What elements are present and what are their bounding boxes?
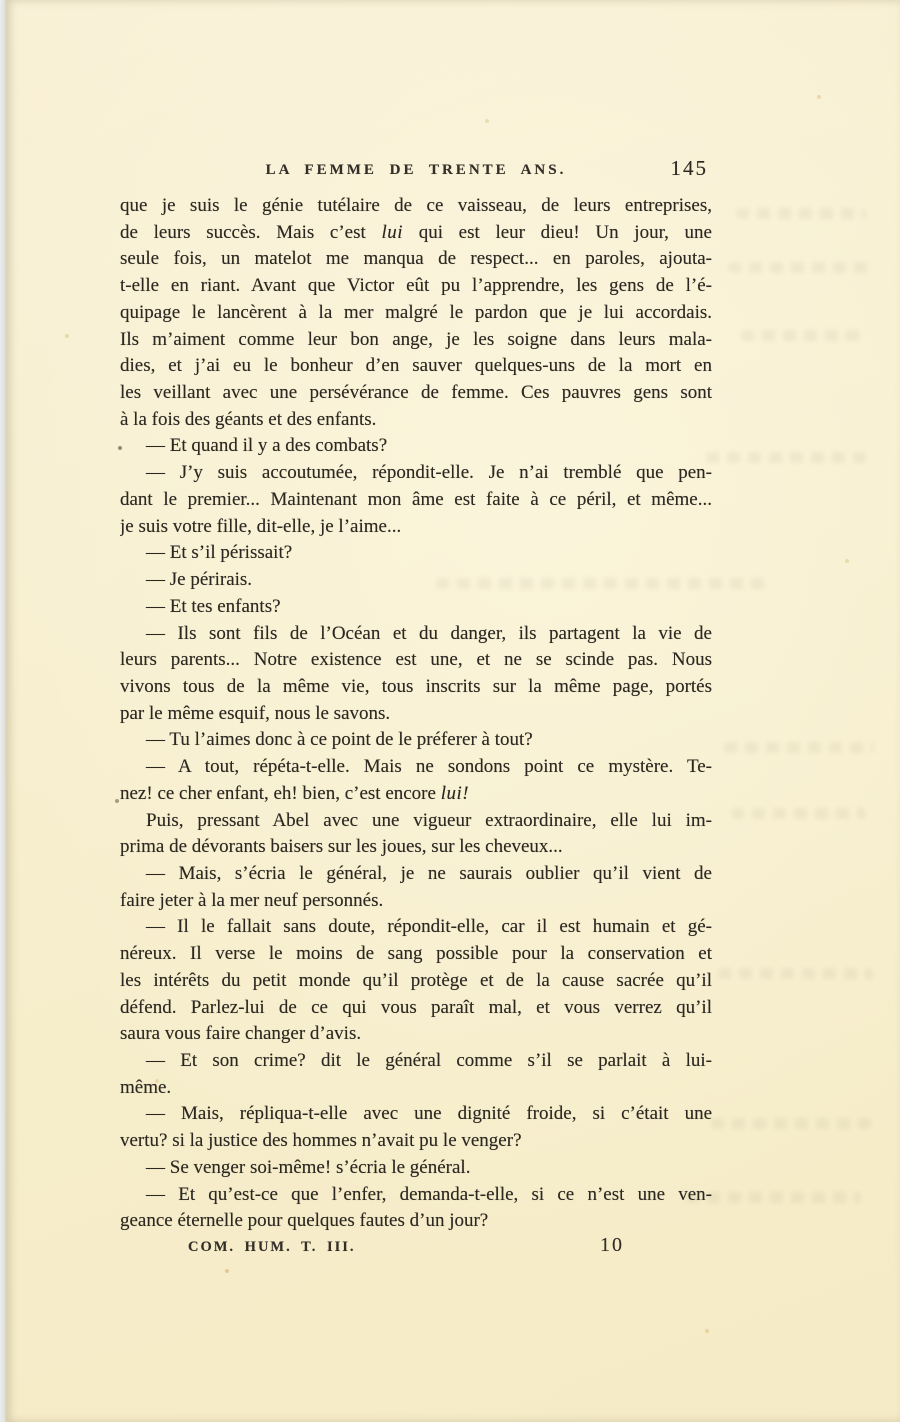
showthrough-artifact <box>686 1192 861 1203</box>
text-line: défend. Parlez-lui de ce qui vous paraît mal, et vous verrez qu’il <box>120 996 712 1018</box>
page-text <box>120 193 712 1235</box>
page-number: 145 <box>670 156 708 180</box>
text-line: les intérêts du petit monde qu’il protège et de la cause sacrée qu’il <box>120 969 712 991</box>
text-line: je suis votre fille, dit-elle, je l’aime... <box>120 515 402 537</box>
text-line: seule fois, un matelot me manqua de respect... en paroles, ajouta- <box>120 248 712 270</box>
text-line: néreux. Il verse le moins de sang possible pour la conservation et <box>120 943 712 965</box>
text-line: — Et qu’est-ce que l’enfer, demanda-t-elle, si ce n’est une ven- <box>146 1183 712 1205</box>
text-line: — Et tes enfants? <box>146 595 281 617</box>
page-header <box>120 158 712 184</box>
text-line: quipage le lancèrent à la mer malgré le pardon que je lui accordais. <box>120 301 712 323</box>
text-line: dies, et j’ai eu le bonheur d’en sauver quelques-uns de la mort en <box>120 355 712 377</box>
showthrough-artifact <box>731 808 866 819</box>
text-line: — J’y suis accoutumée, répondit-elle. Je n’ai tremblé que pen- <box>146 462 712 484</box>
text-line: t-elle en riant. Avant que Victor eût pu l’apprendre, les gens de l’é- <box>120 275 712 297</box>
text-line: à la fois des géants et des enfants. <box>120 408 377 430</box>
text-line: vivons tous de la même vie, tous inscrits sur la même page, portés <box>120 675 712 697</box>
showthrough-artifact <box>711 1118 871 1129</box>
text-line: dant le premier... Maintenant mon âme est faite à ce péril, et même... <box>120 488 712 510</box>
text-line: saura vous faire changer d’avis. <box>120 1023 362 1045</box>
text-line: même. <box>120 1076 172 1098</box>
text-line: — A tout, répéta-t-elle. Mais ne sondons point ce mystère. Te- <box>146 756 712 778</box>
text-line: par le même esquif, nous le savons. <box>120 702 391 724</box>
text-line: — Et quand il y a des combats? <box>146 435 388 457</box>
text-line: leurs parents... Notre existence est une, et ne se scinde pas. Nous <box>120 649 712 671</box>
text-line: Ils m’aiment comme leur bon ange, je les soigne dans leurs mala- <box>120 328 712 350</box>
text-line: de leurs succès. Mais c’est lui qui est leur dieu! Un jour, une <box>120 221 712 243</box>
footer-signature: COM. HUM. T. III. <box>188 1239 356 1255</box>
text-line: geance éternelle pour quelques fautes d’un jour? <box>120 1210 489 1232</box>
text-line: — Mais, s’écria le général, je ne saurais oublier qu’il vient de <box>146 862 712 884</box>
text-line: faire jeter à la mer neuf personnés. <box>120 889 384 911</box>
paper-specks <box>6 0 8 2</box>
showthrough-artifact <box>724 742 874 753</box>
text-line: que je suis le génie tutélaire de ce vaisseau, de leurs entreprises, <box>120 195 712 216</box>
text-line: — Je périrais. <box>146 569 253 591</box>
page-footer <box>120 1234 712 1262</box>
text-line: prima de dévorants baisers sur les joues, sur les cheveux... <box>120 836 563 858</box>
text-line: — Ils sont fils de l’Océan et du danger, ils partagent la vie de <box>146 622 712 644</box>
text-line: — Tu l’aimes donc à ce point de le préferer à tout? <box>146 729 533 751</box>
showthrough-artifact <box>718 968 873 979</box>
showthrough-artifact <box>706 452 871 463</box>
showthrough-artifact <box>728 262 873 273</box>
text-line: Puis, pressant Abel avec une vigueur extraordinaire, elle lui im- <box>146 809 712 831</box>
text-line: les veillant avec une persévérance de femme. Ces pauvres gens sont <box>120 382 712 404</box>
text-line: nez! ce cher enfant, eh! bien, c’est encore lui! <box>120 782 470 804</box>
text-line: vertu? si la justice des hommes n’avait pu le venger? <box>120 1130 522 1152</box>
text-line: — Se venger soi-même! s’écria le général. <box>146 1156 471 1178</box>
running-title: LA FEMME DE TRENTE ANS. <box>265 162 567 178</box>
text-line: — Il le fallait sans doute, répondit-elle, car il est humain et gé- <box>146 916 712 938</box>
showthrough-artifact <box>736 208 866 219</box>
text-line: — Et son crime? dit le général comme s’il se parlait à lui- <box>146 1050 712 1071</box>
showthrough-artifact <box>741 330 861 341</box>
text-line: — Mais, répliqua-t-elle avec une dignité froide, si c’était une <box>146 1103 712 1125</box>
footer-sheet-number: 10 <box>600 1234 624 1256</box>
text-line: — Et s’il périssait? <box>146 542 293 564</box>
book-page <box>6 0 900 1422</box>
